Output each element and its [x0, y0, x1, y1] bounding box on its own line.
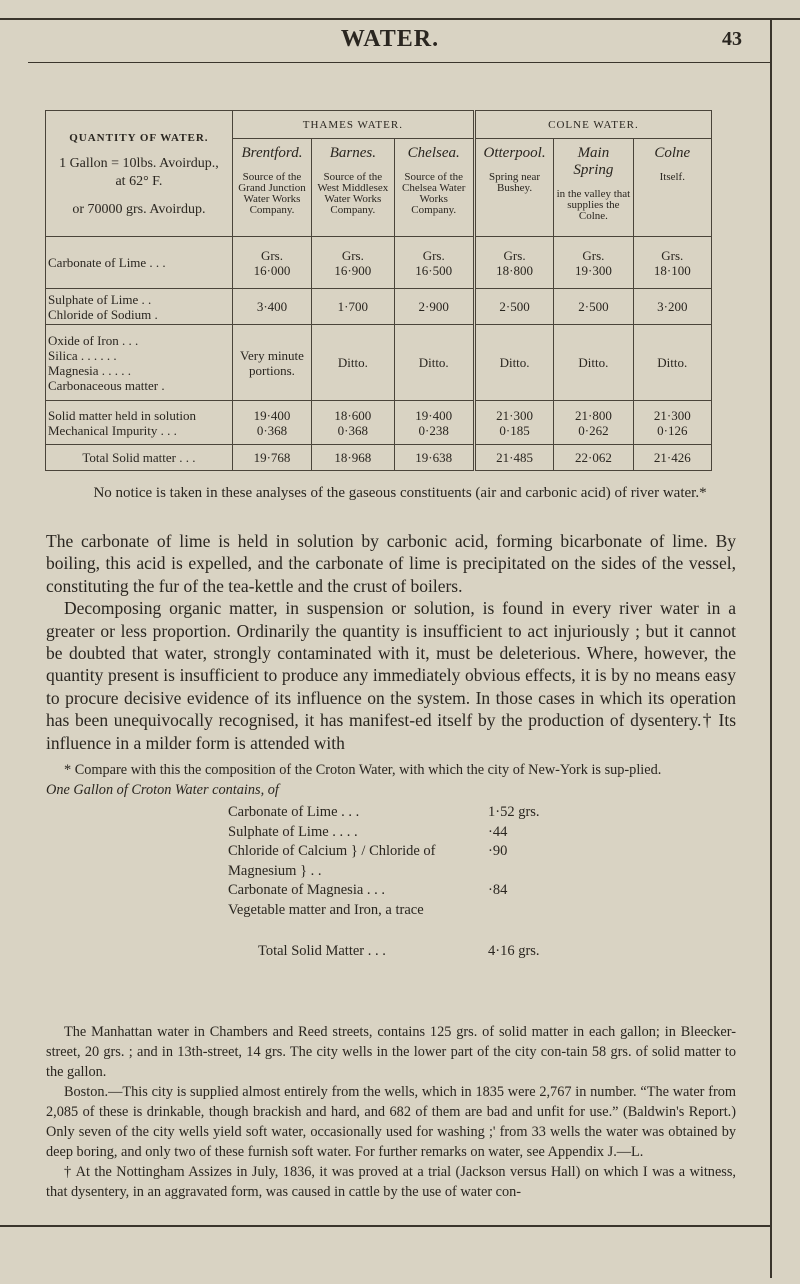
- table-cell: [232, 325, 311, 401]
- row-label: [46, 289, 233, 325]
- row-label-line: Mechanical Impurity . . .: [48, 422, 177, 438]
- table-cell: [394, 325, 474, 401]
- row-label-line: Sulphate of Lime . .: [48, 291, 152, 307]
- boston-text: Boston.—This city is supplied almost entirely from the wells, which in 1835 were 2,767 in number. “The water from 2,085 of these is drinkable, though brackish and hard, and 682 of them are bad and unfit for use.” (Baldwin's Report.) Only seven of the city wells yield soft water, occasionally used for washing ;' from 33 wells the water was obtained by deep boring, and only two of these furnish soft water. For further remarks on water, see Appendix J.—L.: [46, 1084, 736, 1160]
- table-cell: [394, 401, 474, 445]
- page-frame-top: [0, 18, 800, 20]
- croton-value: ·44: [488, 823, 508, 840]
- croton-name: Carbonate of Magnesia . . .: [228, 882, 386, 898]
- column-source: Source of the Chelsea Water Works Company.: [402, 171, 466, 216]
- table-cell: [633, 445, 711, 471]
- unit-label: Grs.: [661, 247, 684, 263]
- footnote-text: * Compare with this the composition of the Croton Water, with which the city of New-York is sup-plied.: [64, 762, 662, 778]
- column-name: Barnes.: [329, 145, 376, 161]
- table-cell: [232, 445, 311, 471]
- page-frame-bottom: [0, 1225, 772, 1227]
- croton-title: One Gallon of Croton Water contains, of: [46, 782, 279, 798]
- cell-value: 21·485: [496, 450, 533, 465]
- table-cell: [554, 445, 633, 471]
- cell-value: 3·200: [657, 299, 688, 314]
- table-cell: [312, 325, 394, 401]
- paragraph: Decomposing organic matter, in suspension or solution, is found in every river water in a greater or less proportion. Ordinarily the quantity is insufficient to act injuriously ; but it cannot be doubted that water, strongly contaminated with it, must be deleterious. Where, however, the quantity present is insufficient to produce any immediately obvious effects, it is by no means easy to procure decisive evidence of its influence on the system. In those cases in which its operation has been unequivocally recognised, it has manifest-ed itself by the production of dysentery.† Its influence in a milder form is attended with: [46, 598, 736, 753]
- footnote-continued: [46, 1022, 736, 1202]
- cell-value: 0·238: [418, 422, 449, 438]
- cell-value: 1·700: [337, 299, 368, 314]
- table-cell: [232, 237, 311, 289]
- croton-row: [228, 901, 568, 921]
- group-thames: THAMES WATER.: [232, 111, 474, 139]
- cell-value: 16·500: [415, 262, 453, 278]
- column-source: Itself.: [659, 171, 685, 183]
- cell-value: 18·600: [334, 407, 372, 423]
- croton-name: Chloride of Calcium } / Chloride of Magnesium } . .: [228, 843, 436, 879]
- row-label-line: Silica . . . . . .: [48, 347, 117, 363]
- row-label-line: Solid matter held in solution: [48, 407, 197, 423]
- table-cell: [474, 237, 553, 289]
- cell-value: 2·500: [499, 299, 530, 314]
- page-frame-right: [770, 18, 772, 1278]
- cell-value: 16·000: [253, 262, 291, 278]
- cell-value: Ditto.: [578, 355, 609, 370]
- table-cell: [554, 237, 633, 289]
- unit-label: Grs.: [582, 247, 605, 263]
- croton-value: [488, 901, 568, 921]
- table-cell: [474, 325, 553, 401]
- column-header: [474, 139, 553, 237]
- column-name: Otterpool.: [483, 145, 546, 161]
- table-cell: [312, 445, 394, 471]
- cell-value: 21·426: [653, 450, 691, 465]
- page-number: 43: [722, 28, 742, 50]
- croton-row: [228, 881, 568, 901]
- column-header: [633, 139, 711, 237]
- cell-value: 0·368: [256, 422, 288, 438]
- cell-value: 0·368: [337, 422, 368, 438]
- table-cell: [633, 289, 711, 325]
- cell-value: 0·262: [578, 422, 609, 438]
- unit-label: Grs.: [503, 247, 526, 263]
- row-label: [46, 325, 233, 401]
- cell-value: 21·300: [496, 407, 533, 423]
- croton-value: ·90: [488, 843, 508, 859]
- quantity-line: 1 Gallon = 10lbs. Avoirdup.,: [59, 155, 219, 171]
- cell-value: Ditto.: [418, 355, 449, 370]
- table-cell: [312, 289, 394, 325]
- row-label-line: Magnesia . . . . .: [48, 362, 132, 378]
- cell-value: 19·300: [574, 262, 612, 278]
- table-cell: [394, 289, 474, 325]
- footnote-dagger: † At the Nottingham Assizes in July, 1836, it was proved at a trial (Jackson versus Hall) on which I was a witness, that dysentery, in an aggravated form, was caused in cattle by the use of water con-: [46, 1164, 736, 1200]
- row-label-line: Chloride of Sodium .: [48, 306, 158, 322]
- croton-total-value: 4·16 grs.: [488, 943, 540, 959]
- cell-value: Ditto.: [499, 355, 530, 370]
- table-cell: [312, 401, 394, 445]
- croton-value: 1·52 grs.: [488, 804, 540, 820]
- footnote-star: [46, 760, 736, 800]
- row-label-line: Oxide of Iron . . .: [48, 332, 139, 348]
- header-rule: [28, 62, 770, 63]
- unit-label: Grs.: [422, 247, 445, 263]
- croton-value: ·84: [488, 882, 508, 898]
- row-label-line: Total Solid matter . . .: [82, 450, 196, 465]
- cell-value: 22·062: [574, 450, 612, 465]
- cell-value: 0·126: [657, 422, 688, 438]
- column-source: Source of the West Middlesex Water Works Company.: [317, 171, 389, 216]
- quantity-line: or 70000 grs. Avoirdup.: [72, 201, 206, 217]
- table-cell: [633, 237, 711, 289]
- croton-composition: [228, 803, 568, 962]
- running-header: [0, 26, 780, 56]
- table-cell: [554, 289, 633, 325]
- croton-row: [228, 842, 568, 881]
- row-label: [46, 237, 233, 289]
- quantity-line: at 62° F.: [115, 173, 163, 189]
- cell-value: 21·300: [653, 407, 691, 423]
- table-cell: [633, 325, 711, 401]
- cell-value: 2·900: [418, 299, 449, 314]
- cell-value: Very minute portions.: [240, 347, 304, 378]
- cell-value: 18·968: [334, 450, 372, 465]
- cell-value: 18·800: [496, 262, 533, 278]
- cell-value: 19·400: [253, 407, 291, 423]
- croton-row: [228, 823, 568, 843]
- croton-row: [228, 803, 568, 823]
- row-label: [46, 401, 233, 445]
- water-analysis-table: [45, 110, 712, 471]
- cell-value: Ditto.: [657, 355, 688, 370]
- table-cell: [232, 401, 311, 445]
- column-name: Colne: [654, 145, 691, 161]
- row-label: [46, 445, 233, 471]
- column-header: [554, 139, 633, 237]
- column-header: [312, 139, 394, 237]
- table-cell: [312, 237, 394, 289]
- table-cell: [554, 325, 633, 401]
- column-source: in the valley that supplies the Colne.: [556, 188, 631, 222]
- column-header: [232, 139, 311, 237]
- unit-label: Grs.: [341, 247, 364, 263]
- croton-name: Carbonate of Lime . . .: [228, 804, 360, 820]
- unit-label: Grs.: [260, 247, 283, 263]
- column-name: Chelsea.: [407, 145, 460, 161]
- quantity-header-cell: [46, 111, 233, 237]
- cell-value: 16·900: [334, 262, 372, 278]
- cell-value: 3·400: [256, 299, 288, 314]
- column-source: Source of the Grand Junction Water Works Company.: [238, 171, 306, 216]
- table-cell: [474, 401, 553, 445]
- table-cell: [474, 445, 553, 471]
- quantity-header: QUANTITY OF WATER.: [69, 131, 209, 144]
- cell-value: 0·185: [499, 422, 530, 438]
- table-cell: [633, 401, 711, 445]
- group-colne: COLNE WATER.: [474, 111, 711, 139]
- paragraph: The carbonate of lime is held in solution by carbonic acid, forming bicarbonate of lime. By boiling, this acid is expelled, and the carbonate of lime is precipitated on the sides of the vessel, constituting the fur of the tea-kettle and the crust of boilers.: [46, 531, 736, 596]
- column-source: Spring near Bushey.: [489, 171, 541, 194]
- column-header: [394, 139, 474, 237]
- cell-value: 2·500: [578, 299, 609, 314]
- cell-value: 19·638: [415, 450, 453, 465]
- table-cell: [474, 289, 553, 325]
- cell-value: 19·400: [415, 407, 453, 423]
- row-label-line: Carbonaceous matter .: [48, 377, 165, 393]
- row-label-line: Carbonate of Lime . . .: [48, 255, 166, 270]
- manhattan-text: The Manhattan water in Chambers and Reed streets, contains 125 grs. of solid matter in each gallon; in Bleecker-street, 20 grs. ; and in 13th-street, 14 grs. The city wells in the lower part of the city con-tain 58 grs. of solid matter to the gallon.: [46, 1024, 736, 1080]
- cell-value: 18·100: [653, 262, 691, 278]
- cell-value: 21·800: [574, 407, 612, 423]
- croton-name: Vegetable matter and Iron, a trace: [228, 901, 424, 918]
- table-note: No notice is taken in these analyses of the gaseous constituents (air and carbonic acid) of river water.*: [93, 485, 707, 501]
- page-title: WATER.: [340, 26, 440, 52]
- cell-value: Ditto.: [337, 355, 368, 370]
- table-cell: [394, 445, 474, 471]
- croton-name: Sulphate of Lime . . . .: [228, 823, 358, 840]
- table-cell: [394, 237, 474, 289]
- croton-total: [228, 942, 568, 962]
- column-name: Main Spring: [573, 145, 614, 178]
- body-text: [46, 530, 736, 754]
- table-cell: [232, 289, 311, 325]
- table-cell: [554, 401, 633, 445]
- cell-value: 19·768: [253, 450, 291, 465]
- column-name: Brentford.: [241, 145, 303, 161]
- croton-total-name: Total Solid Matter . . .: [258, 943, 386, 959]
